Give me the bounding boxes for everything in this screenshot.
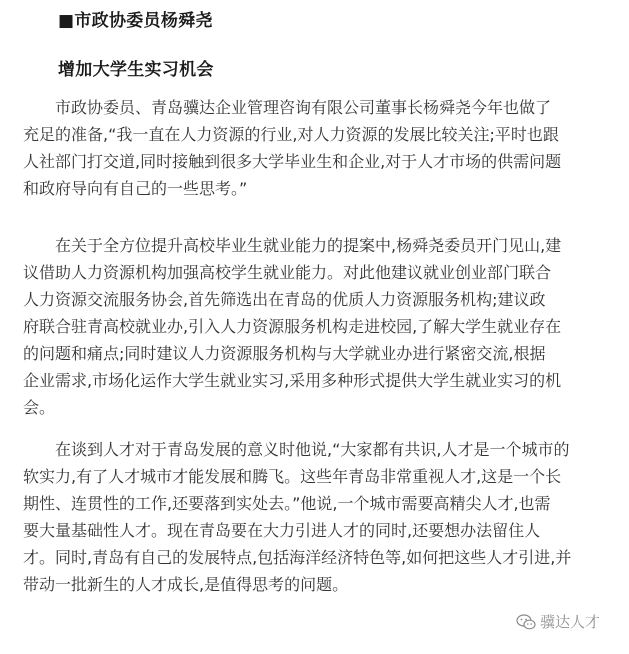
paragraph-line: 的问题和痛点;同时建议人力资源服务机构与大学就业办进行紧密交流,根据: [23, 344, 546, 363]
wechat-icon: [516, 614, 536, 630]
paragraph-line: 在关于全方位提升高校毕业生就业能力的提案中,杨舜尧委员开门见山,建: [55, 236, 562, 255]
paragraph-line: 软实力,有了人才城市才能发展和腾飞。这些年青岛非常重视人才,这是一个长: [23, 467, 562, 486]
paragraph-line: 带动一批新生的人才成长,是值得思考的问题。: [23, 575, 349, 594]
paragraph-line: 人力资源交流服务协会,首先筛选出在青岛的优质人力资源服务机构;建议政: [23, 290, 546, 309]
paragraph-line: 议借助人力资源机构加强高校学生就业能力。对此他建议就业创业部门联合: [23, 263, 552, 282]
paragraph-2: [23, 232, 606, 421]
paragraph-line: 和政府导向有自己的一些思考。”: [23, 179, 248, 198]
paragraph-line: 会。: [23, 398, 56, 417]
paragraph-line: 市政协委员、青岛骥达企业管理咨询有限公司董事长杨舜尧今年也做了: [55, 98, 552, 117]
article-subtitle: 增加大学生实习机会: [58, 60, 214, 80]
paragraph-3: [23, 436, 606, 598]
watermark-text: 骥达人才: [540, 613, 601, 631]
paragraph-line: 府联合驻青高校就业办,引入人力资源服务机构走进校园,了解大学生就业存在: [23, 317, 562, 336]
paragraph-line: 期性、连贯性的工作,还要落到实处去。”他说,一个城市需要高精尖人才,也需: [23, 494, 551, 513]
paragraph-line: 充足的准备,“我一直在人力资源的行业,对人力资源的发展比较关注;平时也跟: [23, 125, 559, 144]
watermark: [516, 611, 600, 632]
paragraph-line: 要大量基础性人才。现在青岛要在大力引进人才的同时,还要想办法留住人: [23, 521, 541, 540]
paragraph-line: 在谈到人才对于青岛发展的意义时他说,“大家都有共识,人才是一个城市的: [55, 440, 570, 459]
section-title: ■市政协委员杨舜尧: [58, 11, 213, 31]
paragraph-1: [23, 94, 606, 202]
paragraph-line: 企业需求,市场化运作大学生就业实习,采用多种形式提供大学生就业实习的机: [23, 371, 562, 390]
paragraph-line: 才。同时,青岛有自己的发展特点,包括海洋经济特色等,如何把这些人才引进,并: [23, 548, 572, 567]
paragraph-line: 人社部门打交道,同时接触到很多大学毕业生和企业,对于人才市场的供需问题: [23, 152, 562, 171]
